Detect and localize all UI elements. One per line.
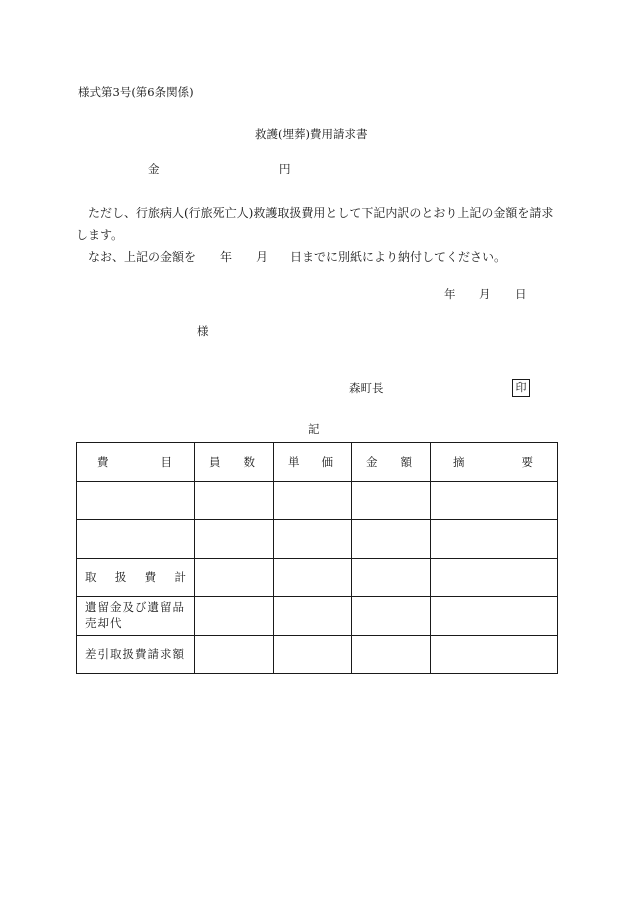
row-label [77, 481, 195, 520]
amount-label: 金 [148, 162, 160, 176]
paragraph2-year: 年 [220, 250, 233, 264]
row-label-net: 差引取扱費請求額 [77, 635, 195, 674]
row-label-remains: 遺留金及び遺留品売却代 [77, 597, 195, 636]
header-tekiyo: 摘 要 [431, 443, 558, 482]
paragraph2-month: 月 [256, 250, 269, 264]
date-month: 月 [479, 287, 491, 301]
cell-tekiyo [431, 520, 558, 559]
cell-tanka [274, 520, 352, 559]
cell-insu [195, 481, 274, 520]
table-row [77, 520, 558, 559]
table-header-row [77, 443, 558, 482]
row-label-subtotal: 取 扱 費 計 [77, 558, 195, 597]
date-day: 日 [515, 287, 527, 301]
amount-unit: 円 [279, 162, 291, 176]
header-tanka: 単 価 [274, 443, 352, 482]
cell-tanka [274, 635, 352, 674]
cell-kingaku [352, 558, 431, 597]
cell-tanka [274, 597, 352, 636]
cell-insu [195, 635, 274, 674]
cell-tekiyo [431, 481, 558, 520]
cost-table [76, 442, 558, 674]
cell-tanka [274, 481, 352, 520]
cell-tekiyo [431, 635, 558, 674]
cell-insu [195, 597, 274, 636]
issuer-name: 森町長 [349, 381, 384, 395]
table-row-net [77, 635, 558, 674]
cell-kingaku [352, 635, 431, 674]
cell-kingaku [352, 481, 431, 520]
form-number: 様式第3号(第6条関係) [78, 85, 194, 99]
cell-kingaku [352, 520, 431, 559]
cell-insu [195, 520, 274, 559]
table-row [77, 481, 558, 520]
header-kingaku: 金 額 [352, 443, 431, 482]
cell-insu [195, 558, 274, 597]
row-label [77, 520, 195, 559]
cell-tekiyo [431, 597, 558, 636]
header-himoku: 費 目 [77, 443, 195, 482]
table-row-remains [77, 597, 558, 636]
page-title: 救護(埋葬)費用請求書 [255, 127, 368, 141]
header-insu: 員 数 [195, 443, 274, 482]
paragraph1-line2: します。 [76, 228, 124, 242]
cell-tekiyo [431, 558, 558, 597]
seal-stamp: 印 [512, 379, 530, 397]
cell-tanka [274, 558, 352, 597]
date-year: 年 [444, 287, 456, 301]
paragraph2-suffix: 日までに別紙により納付してください。 [290, 250, 507, 264]
paragraph1-line1: ただし、行旅病人(行旅死亡人)救護取扱費用として下記内訳のとおり上記の金額を請求 [88, 206, 554, 220]
addressee-suffix: 様 [197, 324, 209, 338]
paragraph2-prefix: なお、上記の金額を [88, 250, 197, 264]
table-row-subtotal [77, 558, 558, 597]
cell-kingaku [352, 597, 431, 636]
ki-label: 記 [308, 422, 320, 436]
